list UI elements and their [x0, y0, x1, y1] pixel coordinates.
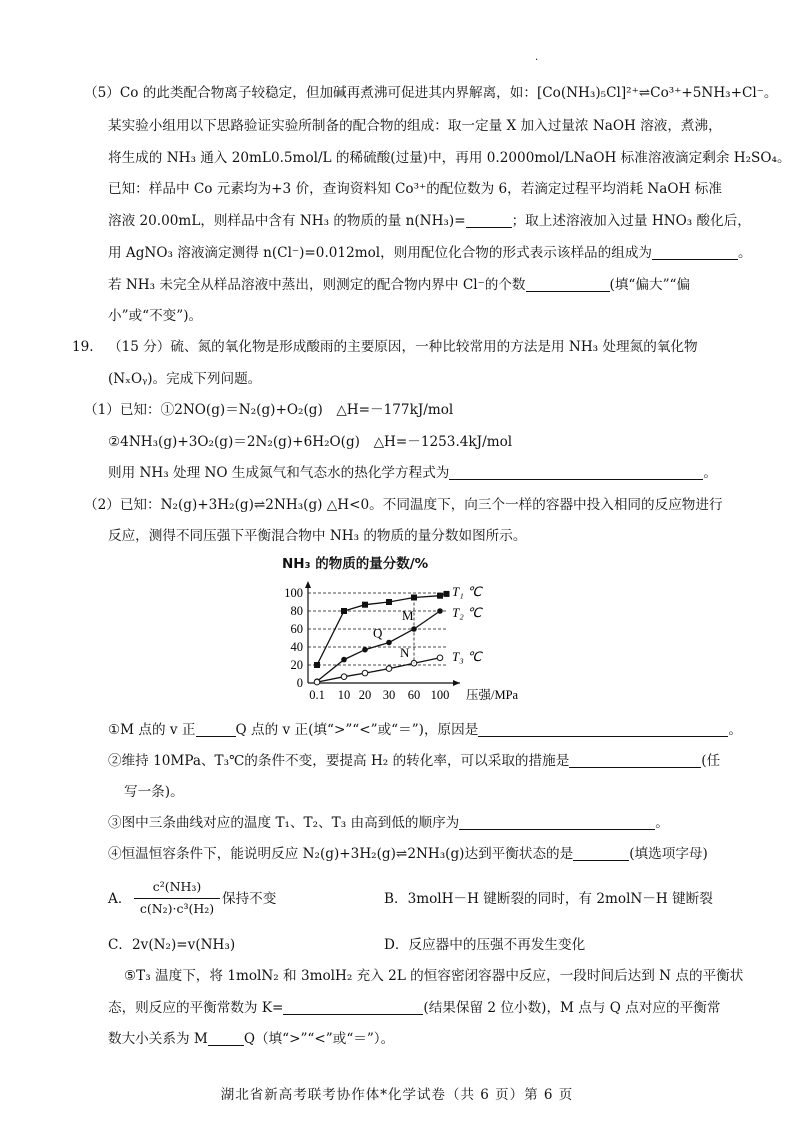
- q5-line-7-text: 若 NH₃ 未完全从样品溶液中蒸出，则测定的配合物内界中 Cl⁻的个数: [108, 277, 526, 293]
- x-tick-label: 20: [358, 688, 372, 702]
- point-annotation: M: [402, 608, 414, 623]
- y-tick-label: 40: [290, 640, 303, 654]
- answer-blank-thermo[interactable]: [449, 465, 703, 480]
- data-point-open-circle: [314, 679, 320, 685]
- q5-line-2: 某实验小组用以下思路验证实验所制备的配合物的组成：取一定量 X 加入过量浓 NaOH 溶液，煮沸，: [108, 118, 722, 134]
- answer-blank-cl-count[interactable]: [526, 277, 610, 292]
- q5-line-4: 已知：样品中 Co 元素均为+3 价，查询资料知 Co³⁺的配位数为 6，若滴定过程平均消耗 NaOH 标准: [108, 181, 722, 197]
- data-point-open-circle: [437, 655, 443, 661]
- data-point-open-circle: [341, 674, 347, 680]
- data-point-circle: [341, 657, 347, 663]
- answer-blank-equilibrium-option[interactable]: [573, 846, 629, 861]
- q19-1-line-2: ②4NH₃(g)+3O₂(g)＝2N₂(g)+6H₂O(g) △H=－1253.4kJ/mol: [108, 434, 513, 450]
- option-a-tail: 保持不变: [222, 891, 277, 907]
- answer-blank-compare-v[interactable]: [196, 722, 236, 737]
- x-tick-label: 10: [337, 688, 351, 702]
- series-label: T₁ ℃: [452, 584, 482, 599]
- q5-line-5-text: 溶液 20.00mL，则样品中含有 NH₃ 的物质的量 n(NH₃)=: [108, 213, 466, 229]
- page-footer: 湖北省新高考联考协作体*化学试卷（共 6 页）第 6 页: [220, 1087, 574, 1103]
- option-a-label: A．: [108, 891, 132, 907]
- data-point-square: [314, 662, 320, 668]
- q19-2-sub5-line-3: [108, 1030, 394, 1048]
- data-point-square: [362, 602, 368, 608]
- sub1-tail: 。: [728, 722, 742, 738]
- q19-2-sub2-cont: 写一条)。: [124, 784, 184, 800]
- y-tick-label: 20: [290, 658, 303, 672]
- data-point-square: [411, 595, 417, 601]
- sub5-text: 态，则反应的平衡常数为 K=: [108, 1000, 284, 1016]
- x-tick-label: 0.1: [309, 688, 325, 702]
- y-tick-label: 60: [290, 622, 303, 636]
- q5-line-5-tail: ；取上述溶液加入过量 HNO₃ 酸化后，: [511, 213, 751, 229]
- data-point-circle: [437, 608, 443, 614]
- sub5-text-3: 数大小关系为 M: [108, 1031, 208, 1047]
- q19-2-line-2: 反应，测得不同压强下平衡混合物中 NH₃ 的物质的量分数如图所示。: [108, 528, 527, 544]
- option-a-numerator: c²(NH₃): [152, 879, 202, 894]
- data-point-open-circle: [386, 666, 392, 672]
- answer-blank-reason[interactable]: [478, 722, 728, 737]
- series-label: T₃ ℃: [452, 649, 482, 664]
- answer-blank-measure[interactable]: [569, 753, 701, 768]
- y-axis-arrow: [305, 581, 311, 588]
- header-mark: ·: [535, 55, 539, 66]
- data-point-circle: [314, 678, 320, 684]
- data-point-square: [341, 608, 347, 614]
- option-a-denominator: c(N₂)·c³(H₂): [139, 901, 215, 916]
- data-point-open-circle: [411, 660, 417, 666]
- point-annotation: Q: [373, 625, 383, 641]
- data-point-circle: [386, 640, 392, 646]
- q5-line-6-tail: 。: [738, 245, 752, 261]
- sub4-tail: (填选项字母): [629, 846, 708, 862]
- q5-line-5: [108, 212, 751, 230]
- sub5-tail: Q（填“>”“<”或“＝”）。: [243, 1031, 395, 1047]
- y-tick-label: 0: [296, 676, 303, 690]
- series-label: T₂ ℃: [452, 605, 482, 620]
- q19-1-line-3: [108, 464, 717, 482]
- q19-1-line-3-tail: 。: [703, 465, 717, 481]
- chart-title: NH₃ 的物质的量分数/%: [282, 556, 429, 572]
- q19-1-line-3-text: 则用 NH₃ 处理 NO 生成氮气和气态水的热化学方程式为: [108, 465, 450, 481]
- sub5-text-2: (结果保留 2 位小数)，M 点与 Q 点对应的平衡常: [423, 1000, 721, 1016]
- x-tick-label: 30: [382, 688, 396, 702]
- sub4-text: ④恒温恒容条件下，能说明反应 N₂(g)+3H₂(g)⇌2NH₃(g)达到平衡状态的是: [108, 846, 574, 862]
- data-point-square: [444, 591, 450, 597]
- answer-blank-k-value[interactable]: [283, 1000, 423, 1015]
- x-axis-label: 压强/MPa: [466, 688, 519, 702]
- point-annotation: N: [400, 645, 410, 661]
- sub2-tail: (任: [701, 753, 721, 769]
- q19-2-sub1: [108, 721, 742, 739]
- data-point-square: [386, 599, 392, 605]
- answer-blank-nh3[interactable]: [466, 213, 512, 228]
- answer-blank-k-compare[interactable]: [208, 1031, 244, 1046]
- q19-2-sub4: [108, 845, 708, 863]
- q5-line-7-tail: (填“偏大”“偏: [609, 277, 691, 293]
- q19-2-sub2: [108, 752, 720, 770]
- series-line: [317, 611, 440, 681]
- q5-line-1: （5）Co 的此类配合物离子较稳定，但加碱再煮沸可促进其内界解离，如：[Co(NH₃)₅Cl]²⁺⇌Co³⁺+5NH₃+Cl⁻。: [84, 85, 778, 101]
- sub1-text-2: Q 点的 v 正(填“>”“<”或“＝”)，原因是: [235, 722, 479, 738]
- sub3-tail: 。: [655, 815, 669, 831]
- x-tick-label: 60: [407, 688, 421, 702]
- q19-2-sub5-line-1: ⑤T₃ 温度下，将 1molN₂ 和 3molH₂ 充入 2L 的恒容密闭容器中反应，一段时间后达到 N 点的平衡状: [124, 968, 744, 984]
- sub3-text: ③图中三条曲线对应的温度 T₁、T₂、T₃ 由高到低的顺序为: [108, 815, 460, 831]
- x-axis-arrow: [453, 680, 460, 686]
- q5-line-7: [108, 276, 690, 294]
- q19-1-line-1: （1）已知：①2NO(g)＝N₂(g)+O₂(g) △H=－177kJ/mol: [84, 402, 454, 418]
- option-c: C．2v(N₂)=v(NH₃): [108, 937, 236, 953]
- option-b: B．3molH－H 键断裂的同时，有 2molN－H 键断裂: [384, 891, 713, 907]
- option-a-fraction-bar: [134, 898, 220, 899]
- series-line: [317, 658, 440, 682]
- y-tick-label: 100: [284, 586, 303, 600]
- answer-blank-temperature-order[interactable]: [459, 815, 655, 830]
- series-line: [317, 594, 447, 665]
- sub2-text: ②维持 10MPa、T₃℃的条件不变，要提高 H₂ 的转化率，可以采取的措施是: [108, 753, 570, 769]
- q19-number: 19.: [72, 339, 94, 355]
- q19-2-sub3: [108, 814, 669, 832]
- x-tick-label: 100: [430, 688, 450, 702]
- data-point-circle: [362, 647, 368, 653]
- y-tick-label: 80: [290, 604, 303, 618]
- q19-2-line-1: （2）已知：N₂(g)+3H₂(g)⇌2NH₃(g) △H<0。不同温度下，向三个一样的容器中投入相同的反应物进行: [84, 497, 723, 513]
- answer-blank-formula[interactable]: [652, 245, 738, 260]
- q19-stem-2: (NₓOᵧ)。完成下列问题。: [108, 371, 262, 387]
- q5-line-6: [108, 244, 752, 262]
- q5-line-8: 小”或“不变”)。: [108, 308, 203, 324]
- sub1-text: ①M 点的 v 正: [108, 722, 196, 738]
- data-point-open-circle: [362, 670, 368, 676]
- option-d: D．反应器中的压强不再发生变化: [384, 937, 586, 953]
- data-point-square: [437, 593, 443, 599]
- q19-2-sub5-line-2: [108, 999, 720, 1017]
- q5-line-6-text: 用 AgNO₃ 溶液滴定测得 n(Cl⁻)=0.012mol，则用配位化合物的形式表示该样品的组成为: [108, 245, 653, 261]
- data-point-circle: [411, 626, 417, 632]
- q5-line-3: 将生成的 NH₃ 通入 20mL0.5mol/L 的稀硫酸(过量)中，再用 0.2000mol/LNaOH 标准溶液滴定剩余 H₂SO₄。: [108, 150, 791, 166]
- q19-stem-1: （15 分）硫、氮的氧化物是形成酸雨的主要原因，一种比较常用的方法是用 NH₃ 处理氮的氧化物: [108, 339, 698, 355]
